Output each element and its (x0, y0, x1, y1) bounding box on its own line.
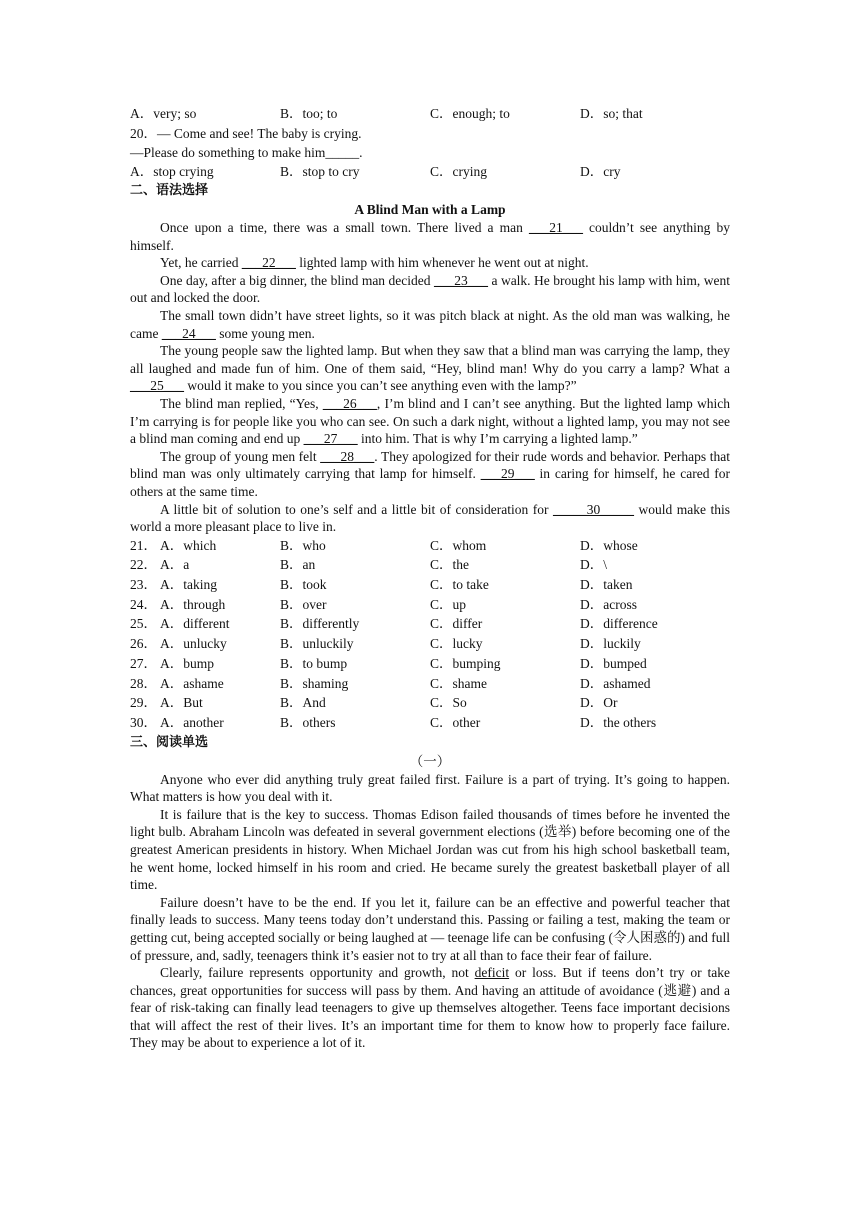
answer-row: 22． A．a B．an C．the D．\ (130, 557, 607, 573)
answer-row: 28． A．ashame B．shaming C．shame D．ashamed (130, 675, 651, 691)
option-b: B．too; to (280, 106, 338, 121)
blank-28: ___28___ (320, 448, 375, 464)
option-a: A．stop crying (130, 163, 214, 179)
q20-line2: —Please do something to make him_____. (130, 144, 363, 160)
blank-25: ___25___ (130, 378, 184, 394)
answer-options-list (130, 536, 730, 733)
option-b: B．stop to cry (280, 163, 360, 179)
blank-21: ___21___ (528, 220, 583, 235)
answer-row: 21． A．which B．who C．whom D．whose (130, 537, 638, 553)
passage-paragraph-6: The blind man replied, “Yes, ___26___, I’m blind and I can’t see anything. But the lighted lamp which I’m carrying is for people like you who can see. On such a dark night, without a lighted lamp, you may not see a blind man coming and end up ___27___ into him. That is why I’m carrying a lighted lamp.” (130, 395, 730, 447)
blank-24: ___24___ (161, 325, 216, 341)
page-content (130, 104, 730, 1052)
answer-row: 23． A．taking B．took C．to take D．taken (130, 577, 633, 593)
option-d: D．so; that (580, 106, 643, 121)
passage-paragraph-2: Yet, he carried ___22___ lighted lamp with him whenever he went out at night. (160, 255, 589, 271)
answer-row: 27． A．bump B．to bump C．bumping D．bumped (130, 655, 647, 671)
option-a: A．very; so (130, 106, 197, 121)
blank-23: ___23___ (434, 272, 488, 288)
passage-paragraph-4: The small town didn’t have street lights, so it was pitch black at night. As the old man was walking, he came ___24___ some young men. (130, 307, 730, 341)
option-c: C．crying (430, 163, 487, 179)
q20-options (130, 162, 730, 182)
blank-22: ___22___ (241, 255, 296, 271)
answer-row: 26． A．unlucky B．unluckily C．lucky D．luckily (130, 636, 641, 652)
blank-30: _____30_____ (553, 501, 634, 517)
reading-paragraph-2: It is failure that is the key to success. Thomas Edison failed thousands of times before he invented the light bulb. Abraham Lincoln was defeated in several government elections (选举) before becoming one of the greatest American presidents in history. When Michael Jordan was cut from his high school basketball team, he went home, locked himself in his room and cried. He became surely the greatest basketball player of all time. (130, 806, 730, 893)
blank-26: ___26___ (322, 395, 377, 411)
answer-row: 29． A．But B．And C．So D．Or (130, 695, 618, 711)
passage-paragraph-7: The group of young men felt ___28___. They apologized for their rude words and behavior. Perhaps that blind man was only ultimately carrying that lamp for himself. ___29___ in caring for himself, he cared for others at the same time. (130, 448, 730, 499)
passage-paragraph-3: One day, after a big dinner, the blind man decided ___23___ a walk. He brought his lamp with him, went out and locked the door. (130, 272, 730, 306)
answer-row: 24． A．through B．over C．up D．across (130, 596, 637, 612)
answer-row: 25． A．different B．differently C．differ D．difference (130, 616, 658, 632)
passage-paragraph-5: The young people saw the lighted lamp. But when they saw that a blind man was carrying the lamp, they all laughed and made fun of him. One of them said, “Hey, blind man! Why do you carry a lamp? What a ___25___ would it make to you since you can’t see anything even with the lamp?” (130, 343, 730, 394)
q19-options (130, 104, 730, 124)
section3-title: 三、阅读单选 (130, 734, 209, 750)
section2-title: 二、语法选择 (130, 183, 209, 198)
blank-27: ___27___ (303, 431, 358, 447)
option-c: C．enough; to (430, 106, 510, 121)
underlined-word: deficit (474, 965, 510, 981)
reading-paragraph-4: Clearly, failure represents opportunity and growth, not deficit or loss. But if teens don’t try or take chances, great opportunities for success will pass by them. And having an attitude of avoidance (逃避) and a fear of risk-taking can finally lead teenagers to give up themselves altogether. Teens face important decisions that will affect the rest of their lives. It’s an important time for them to know how to properly face failure. They may be about to experience a lot of it. (130, 965, 731, 1051)
passage-title: A Blind Man with a Lamp (354, 202, 506, 217)
passage-paragraph-1: Once upon a time, there was a small town. There lived a man ___21___ couldn’t see anything by himself. (130, 220, 730, 253)
q20-line1: 20．— Come and see! The baby is crying. (130, 125, 362, 141)
reading-paragraph-3: Failure doesn’t have to be the end. If you let it, failure can be an effective and powerful teacher that finally leads to success. Many teens today don’t understand this. Passing or failing a test, making the team or getting cut, being accepted socially or being laughed at — teenage life can be confusing (令人困惑的) and full of pressure, and, sadly, teenagers think it’s easier not to try at all than to face their fear of failure. (130, 894, 730, 963)
option-d: D．cry (580, 163, 621, 179)
blank-29: ___29___ (480, 466, 535, 482)
reading-paragraph-1: Anyone who ever did anything truly great failed first. Failure is a part of trying. It’s going to happen. What matters is how you deal with it. (130, 771, 730, 805)
passage-paragraph-8: A little bit of solution to one’s self and a little bit of consideration for _____30_____ would make this world a more pleasant place to live in. (130, 501, 731, 535)
answer-row: 30． A．another B．others C．other D．the others (130, 714, 657, 730)
reading-subtitle: （一） (409, 753, 451, 769)
